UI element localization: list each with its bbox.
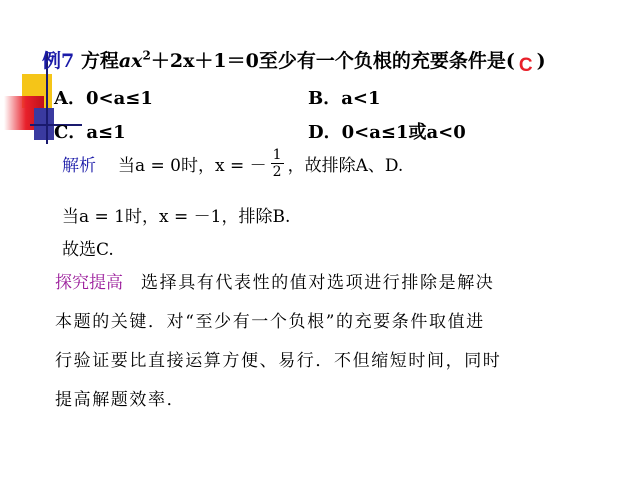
- fraction-numerator: 1: [272, 147, 282, 163]
- option-d: D．0<a≤1或a<0: [308, 122, 466, 143]
- analysis-label: 解析: [62, 156, 96, 176]
- option-a: A．0<a≤1: [54, 88, 153, 109]
- exploration-line-3: 行验证要比直接运算方便、易行．不但缩短时间，同时: [55, 351, 502, 371]
- equation-part1: ax: [118, 50, 143, 72]
- equation-part2: ＋2x＋1＝0: [150, 50, 259, 72]
- fraction-one-half: [271, 147, 284, 180]
- question-stem-after: 至少有一个负根的充要条件是(: [258, 50, 515, 72]
- exploration-line-4: 提高解题效率．: [55, 390, 186, 410]
- analysis-text-1: 当a = 0时，x = －: [118, 156, 267, 176]
- analysis-text-2: ，故排除A、D.: [287, 156, 404, 176]
- analysis-case-2: 当a = 1时，x = －1，排除B.: [62, 207, 291, 227]
- option-b: B．a<1: [308, 88, 381, 109]
- question-label: 例7: [42, 50, 75, 72]
- question-stem: [42, 46, 546, 76]
- exploration-text-1: 选择具有代表性的值对选项进行排除是解决: [141, 273, 495, 293]
- close-paren: ): [536, 50, 546, 72]
- exploration-line-2: 本题的关键．对“至少有一个负根”的充要条件取值进: [55, 312, 485, 332]
- option-c: C．a≤1: [54, 122, 126, 143]
- exploration-label: 探究提高: [55, 273, 123, 293]
- fraction-denominator: 2: [272, 164, 282, 180]
- analysis-conclusion: 故选C.: [62, 240, 114, 260]
- analysis-line: [62, 147, 403, 180]
- equation-exponent: 2: [142, 48, 151, 63]
- exploration-line-1: [55, 268, 494, 293]
- answer-letter: C: [518, 55, 533, 76]
- question-stem-before: 方程: [80, 50, 119, 72]
